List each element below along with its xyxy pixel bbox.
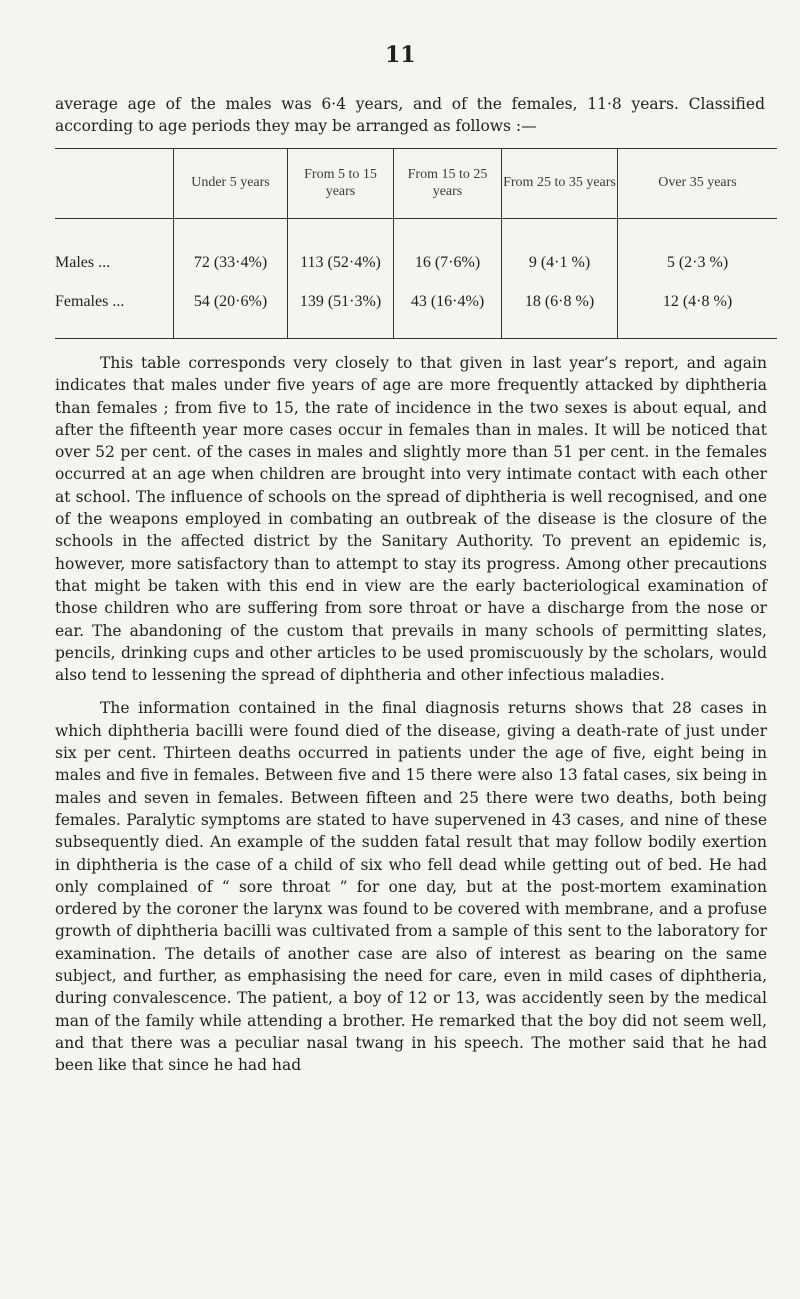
intro-text: average age of the males was 6·4 years, and of the females, 11·8 years. Classified according to age periods they may be arranged as follows :— [55, 95, 765, 135]
table-cell: 12 (4·8 %) [662, 293, 733, 310]
header-15-to-25: From 15 to 25 years [407, 166, 488, 199]
table-cell: 54 (20·6%) [193, 293, 268, 310]
table-cell: 5 (2·3 %) [666, 254, 729, 271]
table-header-rule [55, 218, 777, 219]
table-top-rule [55, 148, 777, 149]
table-cell: 18 (6·8 %) [524, 293, 595, 310]
paragraph: The information contained in the final diagnosis returns shows that 28 cases in which diphtheria bacilli were found died of the disease, giving a death-rate of just under six per cent. Thirteen deaths occurred in patients under the age of five, eight being in males and five in females. Between five and 15 there were also 13 fatal cases, six being in males and seven in females. Between fifteen and 25 there were two deaths, both being females. Paralytic symptoms are stated to have supervened in 43 cases, and nine of these subsequently died. An example of the sudden fatal result that may follow bodily exertion in diphtheria is the case of a child of six who fell dead while getting out of bed. He had only complained of “ sore throat ” for one day, but at the post-mortem examination ordered by the coroner the larynx was found to be covered with membrane, and a profuse growth of diphtheria bacilli was cultivated from a sample of this sent to the laboratory for examination. The details of another case are also of interest as bearing on the same subject, and further, as emphasising the need for care, even in mild cases of diphtheria, during convalescence. The patient, a boy of 12 or 13, was accidently seen by the medical man of the family while attending a brother. He remarked that the boy did not seem well, and that there was a peculiar nasal twang in his speech. The mother said that he had been like that since he had had [55, 699, 767, 1075]
table-cell: 16 (7·6%) [414, 254, 481, 271]
header-5-to-15: From 5 to 15 years [304, 166, 377, 199]
row-label-males: Males ... [55, 254, 111, 271]
table-cell: 72 (33·4%) [193, 254, 268, 271]
age-period-table [55, 148, 777, 340]
header-under-5: Under 5 years [191, 175, 270, 190]
table-cell: 139 (51·3%) [299, 293, 382, 310]
header-25-to-35: From 25 to 35 years [503, 175, 616, 190]
table-cell: 113 (52·4%) [300, 254, 381, 271]
header-over-35: Over 35 years [658, 175, 737, 190]
page-number: 11 [385, 42, 416, 68]
paragraph: This table corresponds very closely to that given in last year’s report, and again indicates that males under five years of age are more frequently attacked by diphtheria than females ; from five to 15, the rate of incidence in the two sexes is about equal, and after the fifteenth year more cases occur in females than in males. It will be noticed that over 52 per cent. of the cases in males and slightly more than 51 per cent. in the females occurred at an age when children are brought into very intimate contact with each other at school. The influence of schools on the spread of diphtheria is well recognised, and one of the weapons employed in combating an outbreak of the disease is the closure of the schools in the affected district by the Sanitary Authority. To prevent an epidemic is, however, more satisfactory than to attempt to stay its progress. Among other precautions that might be taken with this end in view are the early bacteriological examination of those children who are suffering from sore throat or have a discharge from the nose or ear. The abandoning of the custom that prevails in many schools of permitting slates, pencils, drinking cups and other articles to be used promiscuously by the scholars, would also tend to lessening the spread of diphtheria and other infectious maladies. [55, 354, 767, 685]
table-bottom-rule [55, 338, 777, 339]
table-cell: 43 (16·4%) [410, 293, 485, 310]
table-cell: 9 (4·1 %) [528, 254, 591, 271]
body-text [55, 352, 767, 1077]
row-label-females: Females ... [55, 293, 125, 310]
